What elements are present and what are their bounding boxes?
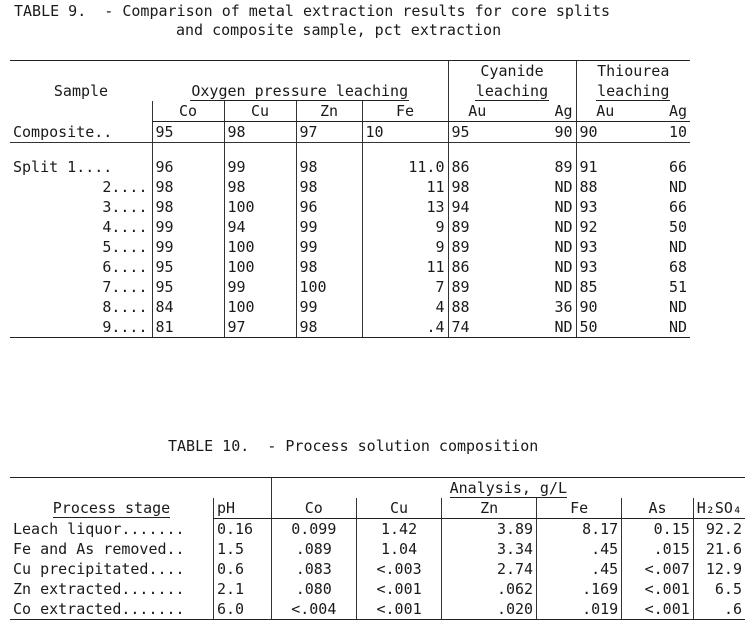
table-row	[10, 217, 690, 237]
header-sample: Sample	[53, 82, 109, 100]
cell: 36	[554, 298, 573, 316]
cell: 89	[448, 237, 506, 257]
cell: 51	[668, 278, 687, 296]
cell: 81	[152, 317, 224, 338]
cell: ND	[668, 298, 687, 316]
table-row	[10, 122, 690, 143]
cell: ND	[634, 317, 690, 338]
table9	[10, 60, 690, 338]
cell: 93	[576, 197, 634, 217]
header-cyanide-leaching: leaching	[475, 82, 549, 100]
cell: 0.15	[622, 519, 694, 540]
cell: 50	[668, 218, 687, 236]
cell: 93	[576, 257, 634, 277]
col-ph: pH	[213, 498, 271, 519]
cell: .6	[693, 599, 745, 620]
row-label: Leach liquor.......	[13, 519, 185, 538]
cell: <.001	[622, 599, 694, 620]
table9-title-line2: and composite sample, pct extraction	[176, 21, 502, 39]
cell: 89	[448, 217, 506, 237]
cell: <.004	[271, 599, 356, 620]
cell: 21.6	[693, 539, 745, 559]
cell: .020	[442, 599, 537, 620]
cell: 99	[296, 217, 362, 237]
row-label: Composite..	[10, 122, 152, 143]
col-fe: Fe	[362, 101, 448, 122]
cell: .083	[271, 559, 356, 579]
cell: 11	[362, 177, 448, 197]
table10-body	[10, 519, 745, 620]
row-label: 8....	[102, 298, 148, 316]
cell: 99	[152, 217, 224, 237]
table-row	[10, 317, 690, 338]
cell: 66	[668, 158, 687, 176]
cell: 66	[668, 198, 687, 216]
table-row	[10, 579, 745, 599]
cell: ND	[554, 238, 573, 256]
cell: 96	[296, 197, 362, 217]
cell-ph: 2.1	[213, 579, 271, 599]
table-row	[10, 257, 690, 277]
cell: 3.34	[442, 539, 537, 559]
cell: 4	[362, 297, 448, 317]
cell: ND	[554, 258, 573, 276]
row-label: Split 1....	[13, 158, 113, 176]
cell: 3.89	[442, 519, 537, 540]
cell: 99	[296, 237, 362, 257]
table-row	[10, 277, 690, 297]
row-label: Cu precipitated....	[13, 560, 185, 578]
spacer-row	[10, 143, 690, 158]
cell: 100	[224, 237, 296, 257]
table-row	[10, 539, 745, 559]
row-label: 2....	[102, 178, 148, 196]
row-label: Zn extracted.......	[13, 580, 185, 598]
cell: .45	[537, 539, 622, 559]
cell: 91	[576, 157, 634, 177]
cell: 97	[296, 122, 362, 143]
table-row	[10, 599, 745, 620]
cell: <.001	[622, 579, 694, 599]
cell-ph: 0.6	[213, 559, 271, 579]
table9-header-row1	[10, 61, 690, 82]
table10-header-row1	[10, 478, 745, 499]
cell: 90	[576, 122, 634, 143]
cell: <.001	[356, 599, 441, 620]
table-row	[10, 237, 690, 257]
header-thiourea-leaching: leaching	[597, 82, 670, 100]
cell: 84	[152, 297, 224, 317]
table-row	[10, 177, 690, 197]
cell: 88	[576, 177, 634, 197]
cell: 98	[296, 257, 362, 277]
cell: 11	[362, 257, 448, 277]
cell: <.001	[356, 579, 441, 599]
col-h2so4: H₂SO₄	[693, 498, 745, 519]
table9-header-row2	[10, 81, 690, 101]
header-analysis: Analysis, g/L	[449, 479, 568, 497]
cell: 50	[576, 317, 634, 338]
cell: .019	[537, 599, 622, 620]
cell: 100	[224, 257, 296, 277]
cell: 98	[224, 177, 296, 197]
cell: ND	[554, 198, 573, 216]
cell: 94	[224, 217, 296, 237]
cell-ph: 1.5	[213, 539, 271, 559]
cell: 98	[296, 317, 362, 338]
cell: 85	[576, 277, 634, 297]
cell: 9	[362, 237, 448, 257]
row-label: 3....	[102, 198, 148, 216]
row-label: Co extracted.......	[10, 599, 213, 620]
cell: 98	[152, 197, 224, 217]
table10	[10, 477, 745, 620]
col-zn: Zn	[442, 498, 537, 519]
table10-header-row2	[10, 498, 745, 519]
header-thiourea: Thiourea	[576, 61, 690, 82]
cell: 98	[296, 157, 362, 177]
row-label: 5....	[102, 238, 148, 256]
row-label: Fe and As removed..	[13, 540, 185, 558]
cell: 100	[296, 277, 362, 297]
cell: .45	[537, 559, 622, 579]
cell: 98	[224, 122, 296, 143]
header-process-stage: Process stage	[52, 499, 171, 518]
col-co: Co	[271, 498, 356, 519]
table-row	[10, 297, 690, 317]
table-row	[10, 197, 690, 217]
cell: 95	[152, 122, 224, 143]
cell: 8.17	[537, 519, 622, 540]
col-cu: Cu	[224, 101, 296, 122]
cell: 86	[448, 157, 506, 177]
col-ag-thiourea: Ag	[634, 101, 690, 122]
col-as: As	[622, 498, 694, 519]
cell: 99	[224, 277, 296, 297]
cell: 99	[224, 157, 296, 177]
cell-ph: 0.16	[213, 519, 271, 540]
cell: 90	[576, 297, 634, 317]
cell: 90	[506, 122, 576, 143]
col-au-thiourea: Au	[576, 101, 634, 122]
cell: .169	[537, 579, 622, 599]
cell: 9	[362, 217, 448, 237]
cell: 100	[224, 197, 296, 217]
header-cyanide: Cyanide	[448, 61, 576, 82]
cell: 1.04	[356, 539, 441, 559]
table-row	[10, 559, 745, 579]
cell: 10	[362, 122, 448, 143]
row-label: 6....	[102, 258, 148, 276]
cell: 68	[668, 258, 687, 276]
col-ag-cyanide: Ag	[506, 101, 576, 122]
cell: .089	[271, 539, 356, 559]
cell: 99	[152, 237, 224, 257]
cell: 92	[576, 217, 634, 237]
cell: 6.5	[693, 579, 745, 599]
cell: .4	[362, 317, 448, 338]
cell: 86	[448, 257, 506, 277]
col-fe: Fe	[537, 498, 622, 519]
cell: 94	[448, 197, 506, 217]
cell: <.007	[622, 559, 694, 579]
cell: 88	[448, 297, 506, 317]
cell: ND	[554, 218, 573, 236]
cell-ph: 6.0	[213, 599, 271, 620]
col-au-cyanide: Au	[448, 101, 506, 122]
cell: 12.9	[693, 559, 745, 579]
cell: ND	[668, 178, 687, 196]
cell: 100	[224, 297, 296, 317]
cell: 95	[448, 122, 506, 143]
cell: 93	[576, 237, 634, 257]
cell: 95	[152, 277, 224, 297]
table9-body	[10, 157, 690, 338]
table-row	[10, 157, 690, 177]
cell: 95	[152, 257, 224, 277]
cell: 74	[448, 317, 506, 338]
cell: ND	[668, 238, 687, 256]
cell: ND	[554, 178, 573, 196]
table9-title-line1: TABLE 9. - Comparison of metal extraction results for core splits	[14, 2, 611, 20]
cell: 99	[296, 297, 362, 317]
cell: 98	[448, 177, 506, 197]
cell: ND	[506, 317, 576, 338]
cell: 96	[152, 157, 224, 177]
col-zn: Zn	[296, 101, 362, 122]
cell: 89	[448, 277, 506, 297]
cell: 92.2	[693, 519, 745, 540]
row-label: 9....	[10, 317, 152, 338]
row-label: 7....	[102, 278, 148, 296]
cell: .015	[622, 539, 694, 559]
table-row	[10, 519, 745, 540]
cell: .080	[271, 579, 356, 599]
cell: 13	[362, 197, 448, 217]
cell: 10	[634, 122, 690, 143]
col-co: Co	[152, 101, 224, 122]
cell: .062	[442, 579, 537, 599]
cell: 97	[224, 317, 296, 338]
col-cu: Cu	[356, 498, 441, 519]
cell: 11.0	[362, 157, 448, 177]
cell: 2.74	[442, 559, 537, 579]
cell: 89	[554, 158, 573, 176]
cell: <.003	[356, 559, 441, 579]
table10-title: TABLE 10. - Process solution composition	[168, 437, 539, 455]
cell: 0.099	[271, 519, 356, 540]
cell: 98	[296, 177, 362, 197]
cell: 1.42	[356, 519, 441, 540]
cell: 98	[152, 177, 224, 197]
cell: ND	[554, 278, 573, 296]
cell: 7	[362, 277, 448, 297]
header-oxygen-pressure-leaching: Oxygen pressure leaching	[191, 82, 409, 100]
table9-header-row3	[10, 101, 690, 122]
row-label: 4....	[102, 218, 148, 236]
